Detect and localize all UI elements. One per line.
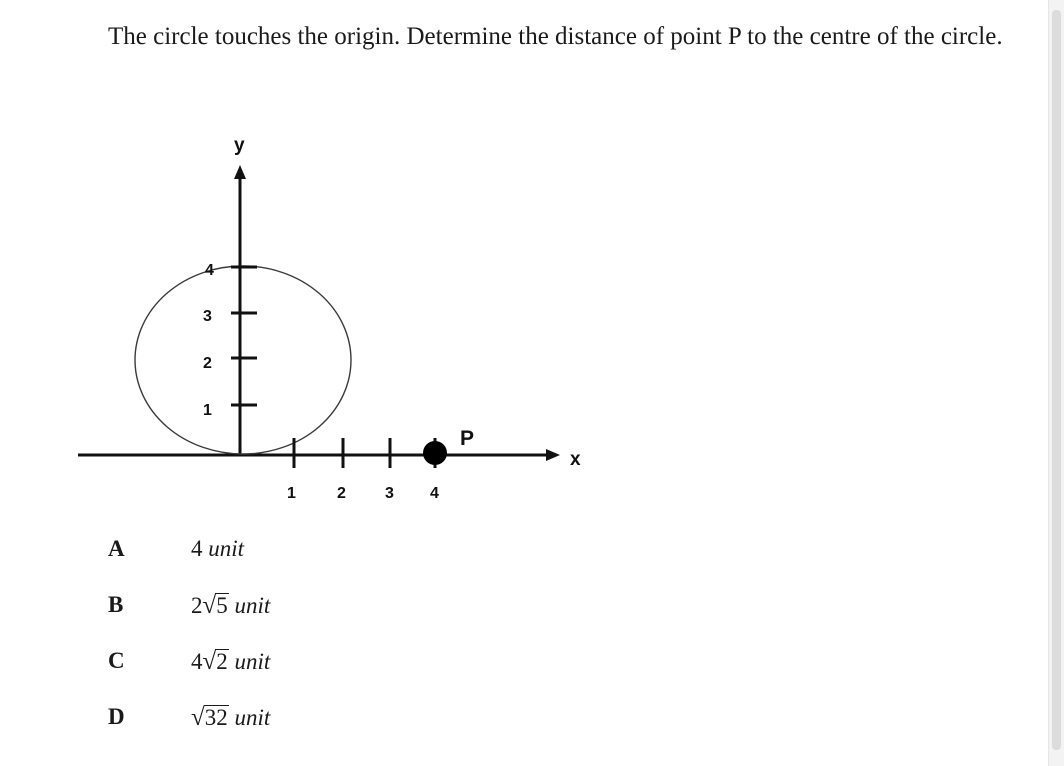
option-c[interactable] bbox=[108, 642, 508, 682]
option-letter: C bbox=[108, 648, 125, 673]
answer-coefficient: 2 bbox=[191, 593, 203, 618]
y-tick-label-4: 4 bbox=[205, 262, 214, 279]
answer-radicand: 32 bbox=[204, 705, 228, 730]
x-tick-label-1: 1 bbox=[287, 485, 296, 502]
answer-coefficient: 4 bbox=[191, 649, 203, 674]
radical-sign-icon: √ bbox=[202, 648, 217, 675]
answer-unit: unit bbox=[234, 649, 271, 674]
scrollbar-thumb[interactable] bbox=[1052, 10, 1061, 750]
x-axis-arrow-icon bbox=[546, 449, 560, 461]
radical-sign-icon: √ bbox=[191, 704, 205, 731]
x-axis-label: x bbox=[570, 449, 581, 470]
point-p-label: P bbox=[460, 427, 475, 450]
vertical-scrollbar[interactable] bbox=[1048, 0, 1064, 766]
answer-radicand: 2 bbox=[216, 649, 228, 674]
square-root bbox=[203, 648, 229, 676]
square-root bbox=[191, 704, 229, 732]
option-answer bbox=[191, 592, 270, 620]
y-tick-label-2: 2 bbox=[203, 355, 212, 372]
x-tick-label-3: 3 bbox=[385, 485, 394, 502]
question-text: The circle touches the origin. Determine the distance of point P to the centre of the circle. bbox=[108, 23, 1003, 50]
option-letter: B bbox=[108, 592, 124, 617]
y-axis-ticks bbox=[231, 267, 257, 405]
coordinate-figure bbox=[70, 125, 610, 515]
x-axis-ticks bbox=[294, 438, 435, 468]
answer-unit: unit bbox=[234, 705, 271, 730]
option-answer bbox=[191, 536, 244, 562]
x-tick-label-4: 4 bbox=[430, 485, 439, 502]
y-axis-label: y bbox=[234, 135, 245, 156]
y-tick-label-3: 3 bbox=[203, 308, 212, 325]
radical-sign-icon: √ bbox=[202, 592, 217, 619]
answer-unit: unit bbox=[234, 593, 271, 618]
y-tick-label-1: 1 bbox=[203, 402, 212, 419]
option-letter: A bbox=[108, 536, 125, 561]
point-p-marker bbox=[423, 441, 447, 465]
x-tick-label-2: 2 bbox=[337, 485, 346, 502]
circle bbox=[135, 266, 351, 454]
option-d[interactable] bbox=[108, 698, 508, 738]
option-letter: D bbox=[108, 704, 125, 729]
option-b[interactable] bbox=[108, 586, 508, 626]
answer-unit: unit bbox=[208, 536, 245, 561]
answer-coefficient: 4 bbox=[191, 536, 203, 561]
answer-radicand: 5 bbox=[216, 593, 228, 618]
y-axis-arrow-icon bbox=[234, 165, 246, 179]
square-root bbox=[203, 592, 229, 620]
option-a[interactable] bbox=[108, 530, 508, 570]
option-answer bbox=[191, 704, 270, 732]
option-answer bbox=[191, 648, 270, 676]
